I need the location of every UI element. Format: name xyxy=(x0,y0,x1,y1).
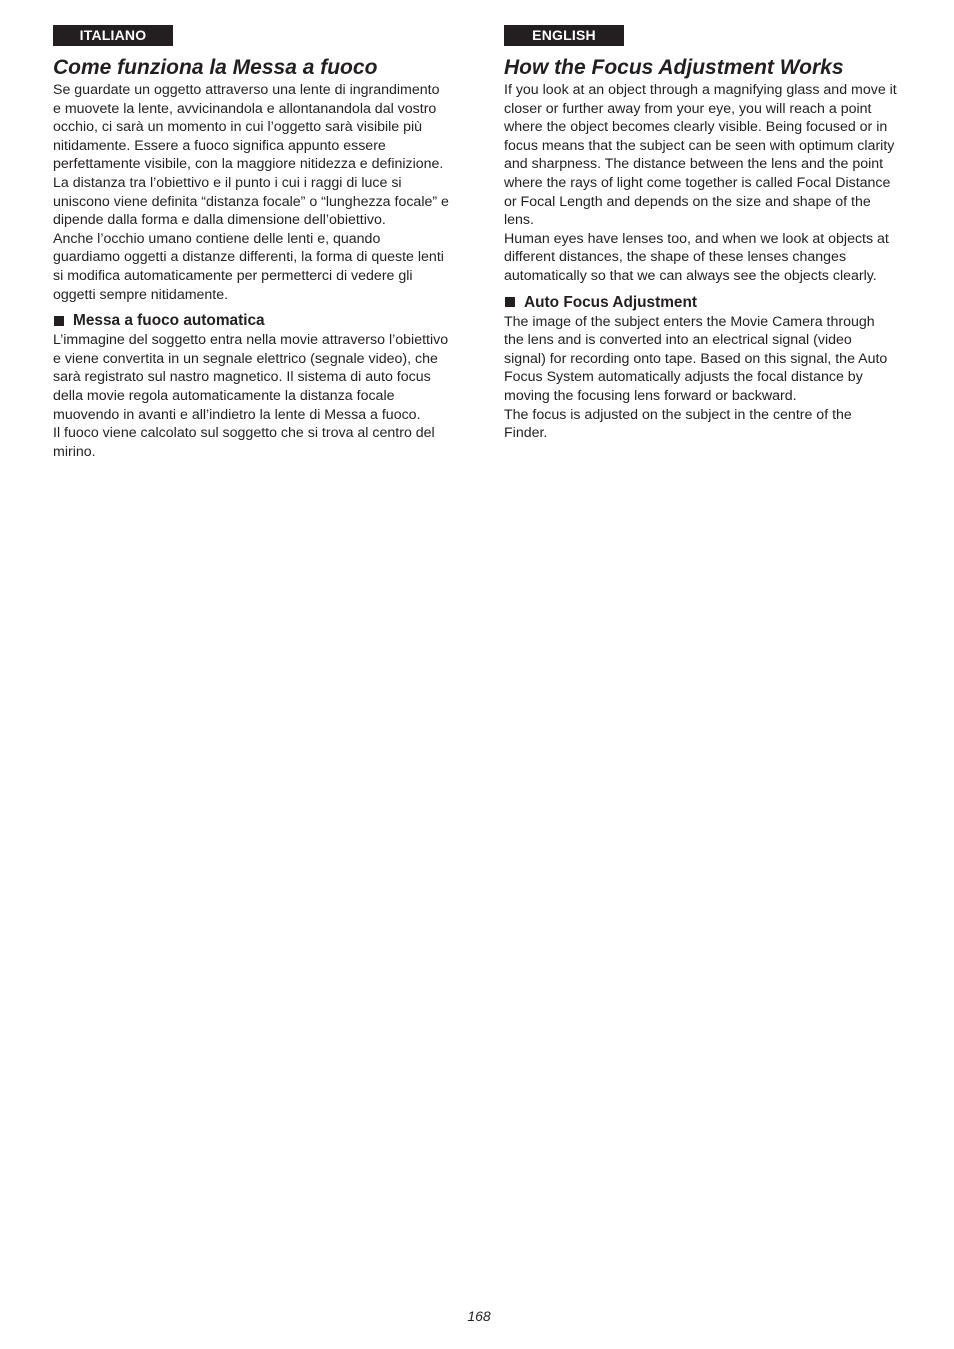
text-line: mirino. xyxy=(53,443,96,460)
section-title-italiano: Come funziona la Messa a fuoco xyxy=(53,56,378,79)
text-line: The focus is adjusted on the subject in the centre of the xyxy=(504,406,852,423)
text-line: Finder. xyxy=(504,425,548,442)
text-line: The image of the subject enters the Movie Camera through xyxy=(504,313,875,330)
text-line: Human eyes have lenses too, and when we look at objects at xyxy=(504,230,889,247)
text-line: or Focal Length and depends on the size and shape of the xyxy=(504,193,871,210)
text-line: lens. xyxy=(504,212,534,229)
text-line: sarà registrato sul nastro magnetico. Il sistema di auto focus xyxy=(53,369,431,386)
text-line: automatically so that we can always see the objects clearly. xyxy=(504,267,877,284)
text-line: and sharpness. The distance between the lens and the point xyxy=(504,156,884,173)
english-column xyxy=(504,25,924,443)
subheading-italiano xyxy=(53,311,473,330)
intro-paragraph-italiano xyxy=(53,81,473,304)
text-line: dipende dalla forma e dalla dimensione dell’obiettivo. xyxy=(53,212,386,229)
text-line: Il fuoco viene calcolato sul soggetto che si trova al centro del xyxy=(53,425,435,442)
language-tab-english: ENGLISH xyxy=(504,25,624,46)
page-number: 168 xyxy=(467,1308,491,1324)
intro-paragraph-english xyxy=(504,81,924,286)
square-bullet-icon xyxy=(505,297,515,307)
text-line: occhio, ci sarà un momento in cui l’oggetto sarà visibile più xyxy=(53,119,423,136)
text-line: Se guardate un oggetto attraverso una lente di ingrandimento xyxy=(53,82,440,98)
section-title-english: How the Focus Adjustment Works xyxy=(504,56,844,79)
text-line: della movie regola automaticamente la distanza focale xyxy=(53,387,395,404)
text-line: Anche l’occhio umano contiene delle lenti e, quando xyxy=(53,230,381,247)
text-line: e muovete la lente, avvicinandola e allontanandola dal vostro xyxy=(53,100,437,117)
text-line: where the rays of light come together is called Focal Distance xyxy=(504,174,891,191)
text-line: If you look at an object through a magnifying glass and move it xyxy=(504,82,897,98)
section-paragraph-english xyxy=(504,313,924,443)
text-line: Focus System automatically adjusts the focal distance by xyxy=(504,369,863,386)
text-line: e viene convertita in un segnale elettrico (segnale video), che xyxy=(53,350,438,367)
text-line: si modifica automaticamente per permetterci di vedere gli xyxy=(53,267,413,284)
text-line: nitidamente. Essere a fuoco significa appunto essere xyxy=(53,137,386,154)
italian-column xyxy=(53,25,473,461)
text-line: closer or further away from your eye, you will reach a point xyxy=(504,100,872,117)
text-line: where the object becomes clearly visible. Being focused or in xyxy=(504,119,888,136)
text-line: oggetti sempre nitidamente. xyxy=(53,286,229,303)
text-line: the lens and is converted into an electrical signal (video xyxy=(504,332,852,349)
text-line: perfettamente visibile, con la maggiore nitidezza e definizione. xyxy=(53,156,444,173)
section-paragraph-italiano xyxy=(53,331,473,461)
text-line: muovendo in avanti e all’indietro la lente di Messa a fuoco. xyxy=(53,406,421,423)
subheading-label: Auto Focus Adjustment xyxy=(524,293,697,311)
subheading-english xyxy=(504,293,924,312)
text-line: focus means that the subject can be seen with optimum clarity xyxy=(504,137,895,154)
text-line: signal) for recording onto tape. Based on this signal, the Auto xyxy=(504,350,888,367)
text-line: guardiamo oggetti a distanze differenti, la forma di queste lenti xyxy=(53,249,444,266)
square-bullet-icon xyxy=(54,316,64,326)
text-line: La distanza tra l’obiettivo e il punto i cui i raggi di luce si xyxy=(53,174,402,191)
text-line: uniscono viene definita “distanza focale” o “lunghezza focale” e xyxy=(53,193,449,210)
text-line: different distances, the shape of these lenses changes xyxy=(504,249,847,266)
text-line: L’immagine del soggetto entra nella movie attraverso l’obiettivo xyxy=(53,332,449,349)
subheading-label: Messa a fuoco automatica xyxy=(73,312,265,330)
text-line: moving the focusing lens forward or backward. xyxy=(504,387,797,404)
language-tab-italiano: ITALIANO xyxy=(53,25,173,46)
